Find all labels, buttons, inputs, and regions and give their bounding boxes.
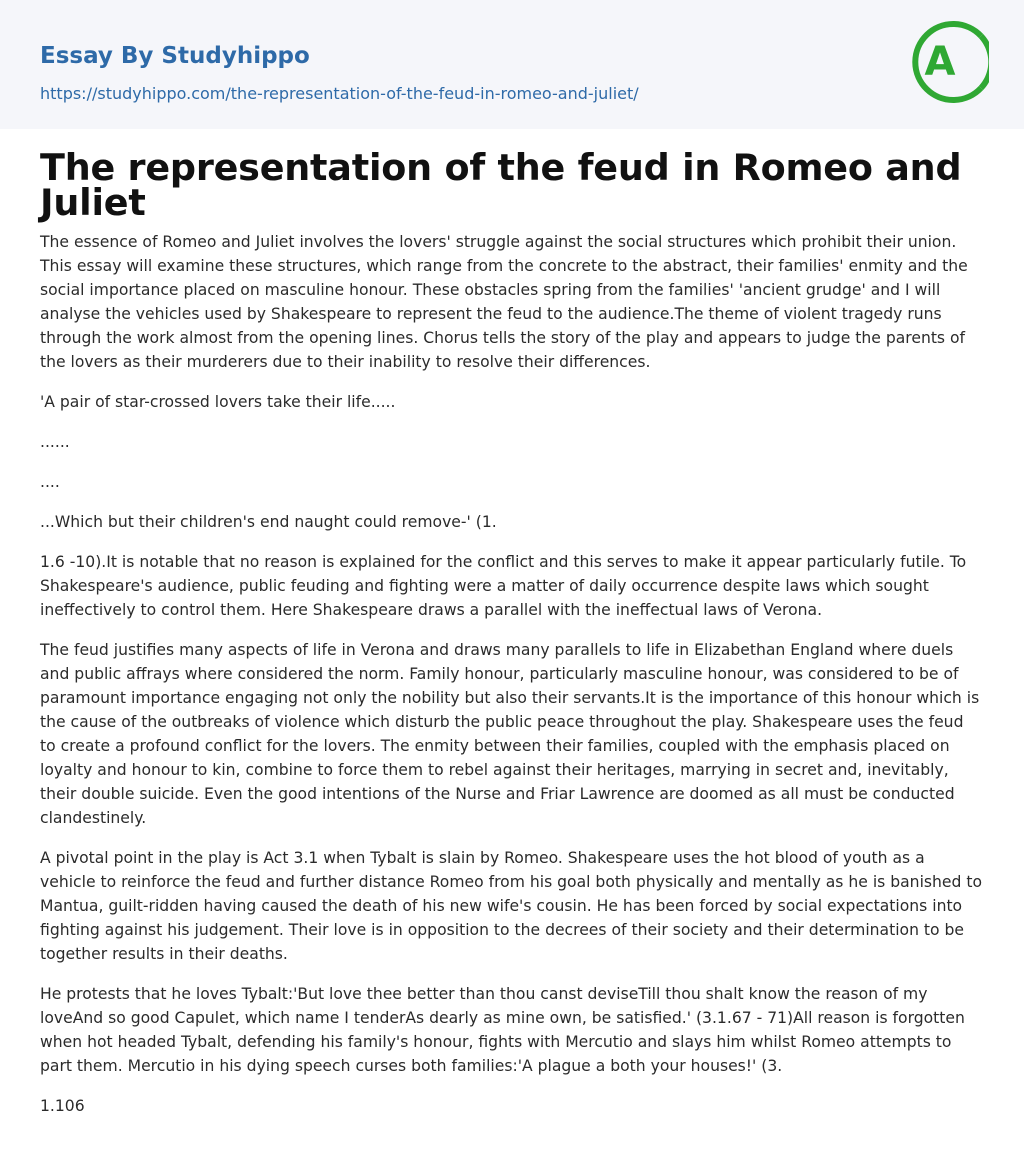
essay-paragraph: The essence of Romeo and Juliet involves the lovers' struggle against the social structures which prohibit their union. This essay will examine these structures, which range from the concrete to the abstract, their families' enmity and the social importance placed on masculine honour. These obstacles spring from the families' 'ancient grudge' and I will analyse the vehicles used by Shakespeare to represent the feud to the audience.The theme of violent tragedy runs through the work almost from the opening lines. Chorus tells the story of the play and appears to judge the parents of the lovers as their murderers due to their inability to resolve their differences. bbox=[40, 233, 968, 371]
essay-paragraph: ...... bbox=[40, 433, 70, 451]
source-url-link[interactable]: https://studyhippo.com/the-representation-of-the-feud-in-romeo-and-juliet/ bbox=[40, 84, 639, 103]
essay-title: The representation of the feud in Romeo and Juliet bbox=[40, 146, 962, 224]
essay-paragraph: 'A pair of star-crossed lovers take their life..... bbox=[40, 393, 396, 411]
essay-paragraph: He protests that he loves Tybalt:'But love thee better than thou canst deviseTill thou shalt know the reason of my loveAnd so good Capulet, which name I tenderAs dearly as mine own, be satisfied.' (3.1.67 - 71)All reason is forgotten when hot headed Tybalt, defending his family's honour, fights with Mercutio and slays him whilst Romeo attempts to part them. Mercutio in his dying speech curses both families:'A plague a both your houses!' (3. bbox=[40, 985, 965, 1075]
essay-paragraph: The feud justifies many aspects of life in Verona and draws many parallels to life in Elizabethan England where duels and public affrays where considered the norm. Family honour, particularly masculine honour, was considered to be of paramount importance engaging not only the nobility but also their servants.It is the importance of this honour which is the cause of the outbreaks of violence which disturb the public peace throughout the play. Shakespeare uses the feud to create a profound conflict for the lovers. The enmity between their families, coupled with the emphasis placed on loyalty and honour to kin, combine to force them to rebel against their heritages, marrying in secret and, inevitably, their double suicide. Even the good intentions of the Nurse and Friar Lawrence are doomed as all must be conducted clandestinely. bbox=[40, 641, 980, 827]
essay-paragraph: 1.106 bbox=[40, 1097, 85, 1115]
essay-paragraph: ...Which but their children's end naught could remove-' (1. bbox=[40, 513, 497, 531]
site-header bbox=[0, 0, 1024, 129]
studyhippo-logo-icon[interactable] bbox=[909, 16, 989, 108]
essay-paragraph: .... bbox=[40, 473, 60, 491]
essay-paragraph: 1.6 -10).It is notable that no reason is explained for the conflict and this serves to make it appear particularly futile. To Shakespeare's audience, public feuding and fighting were a matter of daily occurrence despite laws which sought ineffectively to control them. Here Shakespeare draws a parallel with the ineffectual laws of Verona. bbox=[40, 553, 967, 619]
site-title: Essay By Studyhippo bbox=[40, 43, 310, 69]
essay-paragraph: A pivotal point in the play is Act 3.1 when Tybalt is slain by Romeo. Shakespeare uses the hot blood of youth as a vehicle to reinforce the feud and further distance Romeo from his goal both physically and mentally as he is banished to Mantua, guilt-ridden having caused the death of his new wife's cousin. He has been forced by social expectations into fighting against his judgement. Their love is in opposition to the decrees of their society and their determination to be together results in their deaths. bbox=[40, 849, 983, 963]
logo-letter: A bbox=[924, 39, 956, 85]
